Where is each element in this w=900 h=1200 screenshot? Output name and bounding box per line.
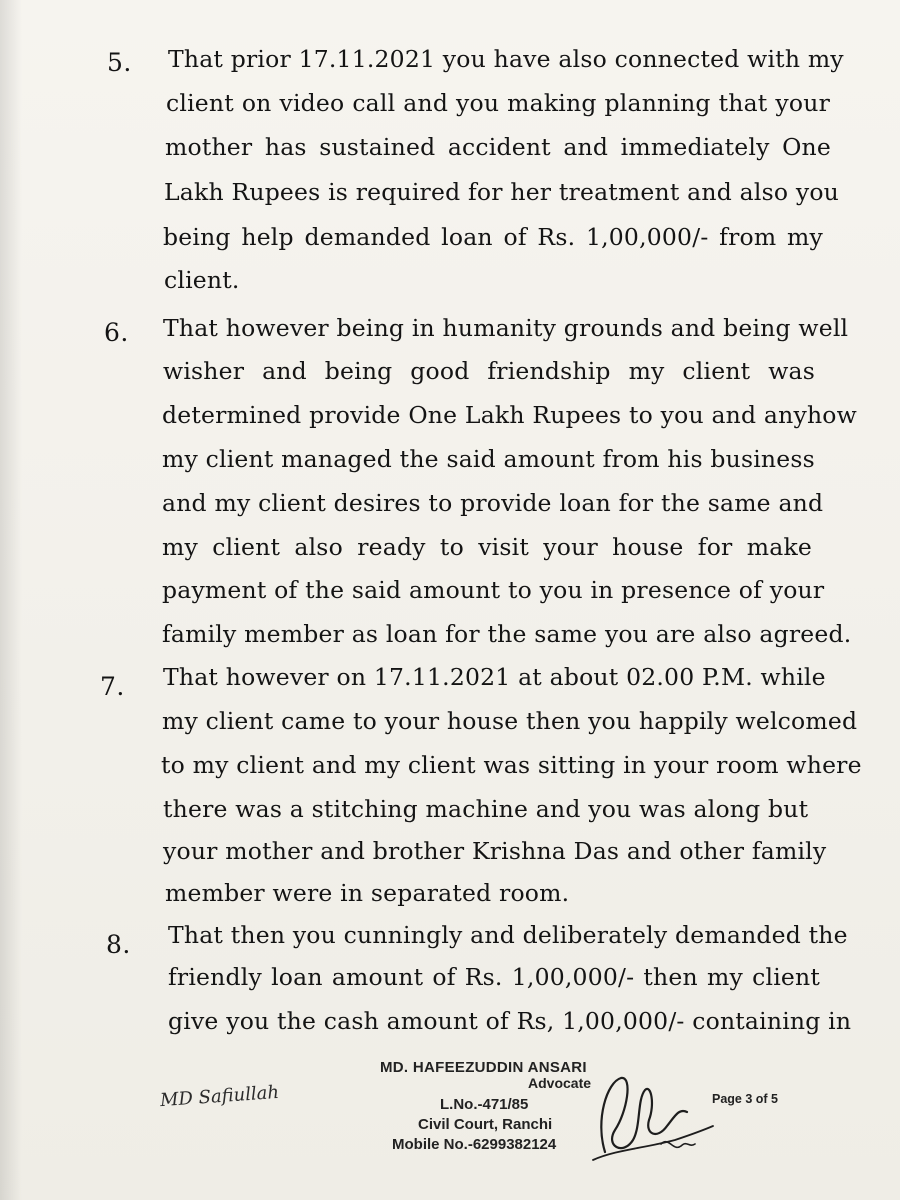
paragraph-line: wisher and being good friendship my client was (163, 357, 815, 385)
paragraph-line: your mother and brother Krishna Das and other family (163, 837, 827, 865)
paragraph-line: my client came to your house then you happily welcomed (162, 707, 858, 735)
paragraph-line: mother has sustained accident and immediately One (165, 133, 831, 161)
advocate-mobile: Mobile No.-6299382124 (392, 1136, 557, 1153)
paragraph-number: 5. (107, 48, 132, 77)
paragraph-line: friendly loan amount of Rs. 1,00,000/- then my client (168, 963, 820, 991)
paragraph-line: That however on 17.11.2021 at about 02.00 P.M. while (163, 663, 826, 691)
paragraph-line: That however being in humanity grounds and being well (163, 314, 849, 342)
paragraph-line: That prior 17.11.2021 you have also connected with my (168, 45, 844, 73)
paragraph-number: 8. (106, 930, 131, 959)
client-signature: MD Safiullah (159, 1081, 280, 1112)
paragraph-line: client. (164, 266, 240, 294)
paragraph-line: being help demanded loan of Rs. 1,00,000/- from my (163, 223, 823, 251)
paragraph-number: 6. (104, 318, 129, 347)
paragraph-line: member were in separated room. (165, 879, 570, 907)
paragraph-line: my client managed the said amount from his business (162, 445, 815, 473)
paragraph-line: and my client desires to provide loan for the same and (162, 489, 824, 517)
paragraph-line: payment of the said amount to you in presence of your (162, 576, 825, 604)
paragraph-line: That then you cunningly and deliberately demanded the (168, 921, 848, 949)
paragraph-line: to my client and my client was sitting in your room where (161, 751, 862, 779)
page-edge-shadow (0, 0, 22, 1200)
paragraph-line: client on video call and you making planning that your (166, 89, 830, 117)
paragraph-number: 7. (100, 672, 125, 701)
paragraph-line: determined provide One Lakh Rupees to you and anyhow (162, 401, 857, 429)
paragraph-line: my client also ready to visit your house for make (162, 533, 812, 561)
advocate-court: Civil Court, Ranchi (418, 1116, 553, 1133)
paragraph-line: family member as loan for the same you are also agreed. (162, 620, 852, 648)
advocate-title: Advocate (528, 1075, 592, 1091)
paragraph-line: give you the cash amount of Rs, 1,00,000/- containing in (168, 1007, 852, 1035)
paragraph-line: there was a stitching machine and you was along but (163, 795, 809, 823)
page-number: Page 3 of 5 (712, 1092, 778, 1106)
paragraph-line: Lakh Rupees is required for her treatment and also you (164, 178, 840, 206)
advocate-name: MD. HAFEEZUDDIN ANSARI (380, 1059, 587, 1076)
advocate-license: L.No.-471/85 (440, 1096, 529, 1113)
advocate-signature-scribble (575, 1060, 725, 1170)
